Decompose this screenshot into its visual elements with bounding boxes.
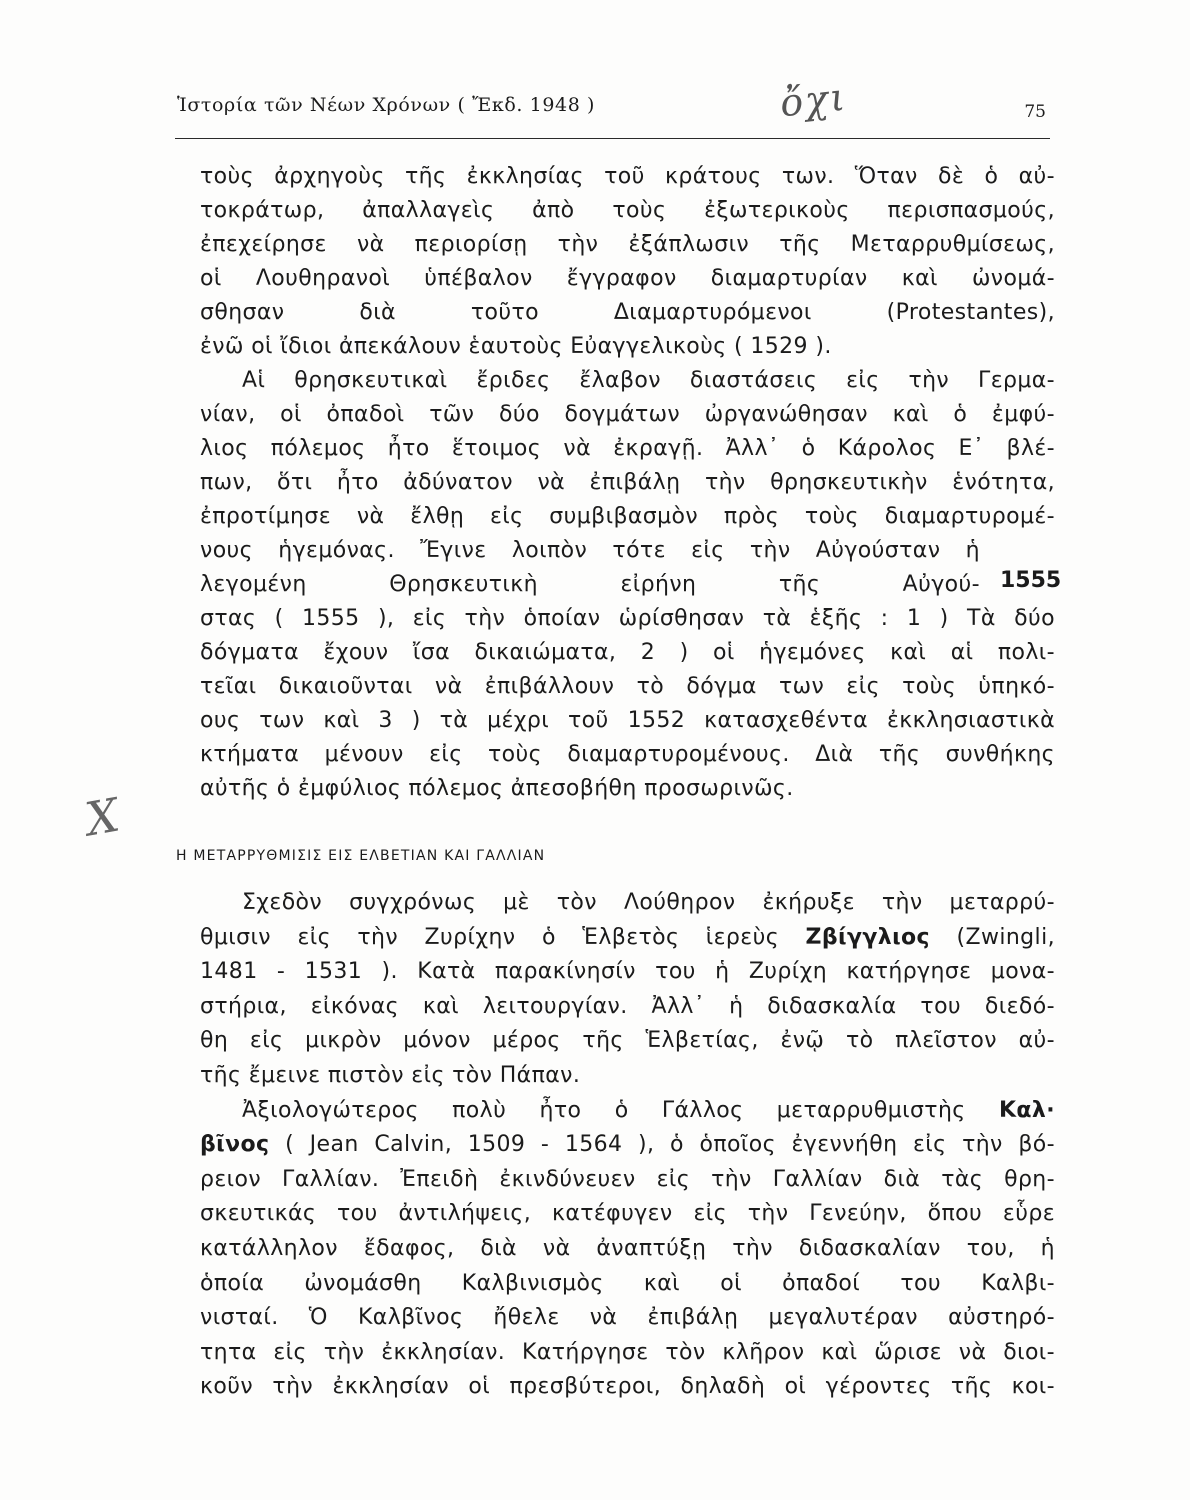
name-calvin-part2: βῖνος — [200, 1132, 270, 1158]
text-line: ἐπεχείρησε νὰ περιορίσῃ τὴν ἐξάπλωσιν τῆς Μεταρρυθμίσεως, — [200, 232, 1055, 257]
text-fragment: (Zwingli, — [956, 924, 1055, 950]
text-line: στας ( 1555 ), εἰς τὴν ὁποίαν ὡρίσθησαν τὰ ἑξῆς : 1 ) Τὰ δύο — [200, 606, 1055, 631]
text-line: κοῦν τὴν ἐκκλησίαν οἱ πρεσβύτεροι, δηλαδὴ οἱ γέροντες τῆς κοι- — [200, 1374, 1055, 1400]
text-line: οἱ Λουθηρανοὶ ὑπέβαλον ἔγγραφον διαμαρτυρίαν καὶ ὠνομά- — [200, 266, 1055, 291]
text-line: νίαν, οἱ ὀπαδοὶ τῶν δύο δογμάτων ὠργανώθησαν καὶ ὁ ἐμφύ- — [200, 402, 1055, 427]
text-line: τεῖαι δικαιοῦνται νὰ ἐπιβάλλουν τὸ δόγμα των εἰς τοὺς ὑπηκό- — [200, 674, 1055, 699]
page-header — [175, 74, 1050, 139]
text-line: νισταί. Ὁ Καλβῖνος ἤθελε νὰ ἐπιβάλῃ μεγαλυτέραν αὐστηρό- — [200, 1305, 1055, 1331]
text-line — [200, 1128, 1055, 1163]
paragraph-block-2 — [200, 886, 1055, 1405]
text-line: ὁποία ὠνομάσθη Καλβινισμὸς καὶ οἱ ὀπαδοί του Καλβι- — [200, 1270, 1055, 1296]
section-heading: Η ΜΕΤΑΡΡΥΘΜΙΣΙΣ ΕΙΣ ΕΛΒΕΤΙΑΝ ΚΑΙ ΓΑΛΛΙΑΝ — [176, 848, 546, 864]
handwritten-note: ὄχι — [777, 74, 849, 126]
text-line: ἐνῶ οἱ ἴδιοι ἀπεκάλουν ἑαυτοὺς Εὐαγγελικοὺς ( 1529 ). — [200, 334, 832, 359]
text-line: τῆς ἔμεινε πιστὸν εἰς τὸν Πάπαν. — [200, 1062, 581, 1088]
text-line: λιος πόλεμος ἦτο ἕτοιμος νὰ ἐκραγῇ. Ἀλλ᾽ ὁ Κάρολος Ε᾽ βλέ- — [200, 436, 1055, 461]
name-zwingli: Ζβίγγλιος — [805, 924, 930, 950]
page-number: 75 — [1024, 102, 1046, 122]
text-line: στήρια, εἰκόνας καὶ λειτουργίαν. Ἀλλ᾽ ἡ διδασκαλία του διεδό- — [200, 993, 1055, 1019]
name-calvin-part1: Καλ· — [998, 1097, 1055, 1123]
text-line: ους των καὶ 3 ) τὰ μέχρι τοῦ 1552 κατασχεθέντα ἐκκλησιαστικὰ — [200, 708, 1055, 733]
text-line — [200, 1094, 1055, 1129]
paragraph-block-1 — [200, 160, 1055, 806]
text-fragment: θμισιν εἰς τὴν Ζυρίχην ὁ Ἑλβετὸς ἱερεὺς — [200, 924, 780, 950]
margin-year-note: 1555 — [1000, 568, 1062, 593]
text-line: δόγματα ἔχουν ἴσα δικαιώματα, 2 ) οἱ ἡγεμόνες καὶ αἱ πολι- — [200, 640, 1055, 665]
text-line: σκευτικάς του ἀντιλήψεις, κατέφυγεν εἰς τὴν Γενεύην, ὅπου εὗρε — [200, 1201, 1055, 1227]
text-line: κτήματα μένουν εἰς τοὺς διαμαρτυρομένους. Διὰ τῆς συνθήκης — [200, 742, 1055, 767]
text-line: τοκράτωρ, ἀπαλλαγεὶς ἀπὸ τοὺς ἐξωτερικοὺς περισπασμούς, — [200, 198, 1055, 223]
text-fragment: Ἀξιολογώτερος πολὺ ἦτο ὁ Γάλλος μεταρρυθμιστὴς — [242, 1097, 966, 1123]
running-title: Ἱστορία τῶν Νέων Χρόνων ( Ἔκδ. 1948 ) — [177, 94, 596, 116]
text-line — [200, 921, 1055, 956]
text-line: αὐτῆς ὁ ἐμφύλιος πόλεμος ἀπεσοβήθη προσωρινῶς. — [200, 776, 794, 801]
text-line: νους ἡγεμόνας. Ἔγινε λοιπὸν τότε εἰς τὴν Αὐγούσταν ἡ — [200, 538, 980, 563]
text-line: θη εἰς μικρὸν μόνον μέρος τῆς Ἑλβετίας, ἐνῷ τὸ πλεῖστον αὐ- — [200, 1028, 1055, 1054]
text-line: σθησαν διὰ τοῦτο Διαμαρτυρόμενοι (Protestantes), — [200, 300, 1055, 325]
text-fragment: ( Jean Calvin, 1509 - 1564 ), ὁ ὁποῖος ἐγεννήθη εἰς τὴν βό- — [285, 1132, 1055, 1158]
text-line: κατάλληλον ἔδαφος, διὰ νὰ ἀναπτύξῃ τὴν διδασκαλίαν του, ἡ — [200, 1235, 1055, 1261]
text-line: ἐπροτίμησε νὰ ἔλθῃ εἰς συμβιβασμὸν πρὸς τοὺς διαμαρτυρομέ- — [200, 504, 1055, 529]
text-line: πων, ὅτι ἦτο ἀδύνατον νὰ ἐπιβάλῃ τὴν θρησκευτικὴν ἑνότητα, — [200, 470, 1055, 495]
text-line: Αἱ θρησκευτικαὶ ἔριδες ἔλαβον διαστάσεις εἰς τὴν Γερμα- — [242, 368, 1055, 393]
text-line: Σχεδὸν συγχρόνως μὲ τὸν Λούθηρον ἐκήρυξε τὴν μεταρρύ- — [242, 890, 1055, 915]
text-line: 1481 - 1531 ). Κατὰ παρακίνησίν του ἡ Ζυρίχη κατήργησε μονα- — [200, 959, 1055, 985]
handwritten-x-mark: X — [81, 787, 124, 847]
text-line: λεγομένη Θρησκευτικὴ εἰρήνη τῆς Αὐγού- — [200, 572, 980, 597]
text-line: τητα εἰς τὴν ἐκκλησίαν. Κατήργησε τὸν κλῆρον καὶ ὥρισε νὰ διοι- — [200, 1339, 1055, 1365]
text-line: τοὺς ἀρχηγοὺς τῆς ἐκκλησίας τοῦ κράτους των. Ὅταν δὲ ὁ αὐ- — [200, 164, 1055, 189]
text-line: ρειον Γαλλίαν. Ἐπειδὴ ἐκινδύνευεν εἰς τὴν Γαλλίαν διὰ τὰς θρη- — [200, 1166, 1055, 1192]
